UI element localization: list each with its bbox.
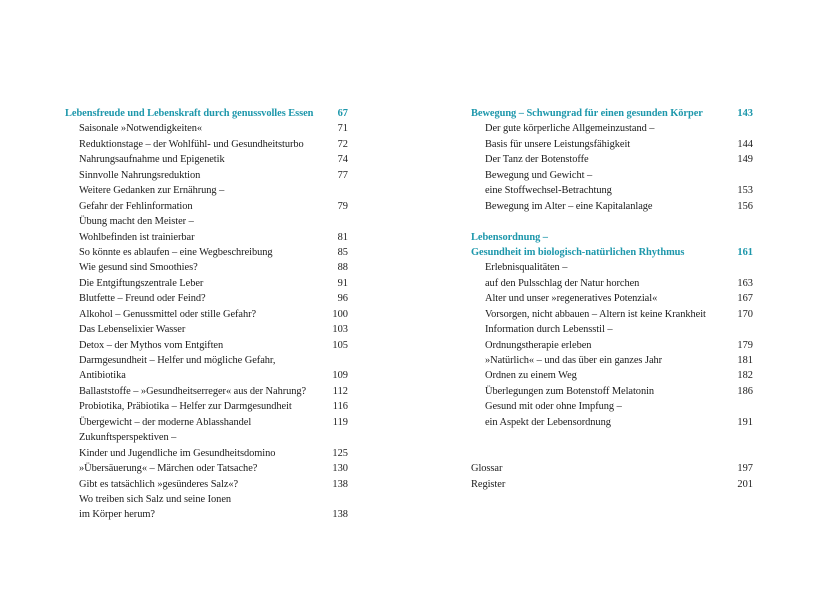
toc-entry[interactable] [471,276,753,291]
toc-page-number: 167 [737,293,753,305]
toc-page-number: 77 [337,169,348,181]
toc-entry-title: Bewegung – Schwungrad für einen gesunden Körper [471,108,703,119]
toc-entry[interactable] [65,230,348,245]
toc-page-number: 125 [332,447,348,459]
toc-entry-title: Lebensordnung – [471,231,548,243]
toc-entry[interactable] [471,399,753,414]
toc-entry-title: Alter und unser »regeneratives Potenzial« [485,293,658,305]
toc-entry[interactable] [471,199,753,214]
toc-entry-title: Glossar [471,463,503,475]
toc-entry-title: Gesund mit oder ohne Impfung – [485,401,622,413]
toc-entry[interactable] [65,492,348,507]
toc-entry-title: So könnte es ablaufen – eine Wegbeschreibung [79,246,273,258]
toc-entry-title: »Natürlich« – und das über ein ganzes Jahr [485,355,663,366]
toc-entry-title: Gefahr der Fehlinformation [79,200,193,212]
toc-entry-title: Wo treiben sich Salz und seine Ionen [79,493,232,505]
toc-column-right [471,106,753,492]
toc-entry-title: Ballaststoffe – »Gesundheitserreger« aus der Nahrung? [79,385,307,397]
toc-entry-title: im Körper herum? [79,509,155,521]
toc-entry[interactable] [471,338,753,353]
toc-entry[interactable] [65,137,348,152]
toc-entry-title: ein Aspekt der Lebensordnung [485,416,611,428]
toc-entry[interactable] [65,415,348,430]
toc-page-number: 138 [332,509,348,521]
toc-entry[interactable] [471,307,753,322]
toc-page-number: 170 [737,308,753,320]
toc-page-number: 119 [332,416,348,428]
toc-page-number: 182 [737,370,753,382]
toc-page-number: 74 [337,154,348,166]
toc-page-number: 138 [332,478,348,490]
toc-entry-title: Wie gesund sind Smoothies? [79,262,198,274]
toc-page-number: 116 [332,401,348,413]
toc-entry-title: Übergewicht – der moderne Ablasshandel [79,416,252,428]
toc-page-number: 88 [337,262,348,274]
toc-entry[interactable] [471,322,753,337]
toc-page-number: 112 [332,385,348,397]
toc-entry-title: Detox – der Mythos vom Entgiften [79,339,224,351]
toc-entry[interactable] [65,199,348,214]
section-spacer [471,430,753,445]
toc-entry-title: Darmgesundheit – Helfer und mögliche Gefahr, [79,355,276,366]
toc-entry-title: Blutfette – Freund oder Feind? [79,293,206,305]
toc-entry-title: Bewegung im Alter – eine Kapitalanlage [485,200,653,212]
toc-page-number: 130 [332,463,348,475]
toc-entry[interactable] [471,291,753,306]
toc-entry[interactable] [471,137,753,152]
section-spacer [471,446,753,461]
toc-page-number: 156 [737,200,753,212]
toc-entry-title: Register [471,478,506,490]
toc-page-number: 91 [337,277,348,289]
toc-page-number: 67 [337,108,348,119]
toc-entry[interactable] [65,446,348,461]
toc-entry-title: Weitere Gedanken zur Ernährung – [79,185,225,197]
toc-entry[interactable] [65,353,348,368]
toc-page-number: 149 [737,154,753,166]
toc-entry[interactable] [65,214,348,229]
toc-page-number: 144 [737,138,753,150]
toc-section-heading[interactable] [471,230,753,245]
toc-entry[interactable] [65,384,348,399]
toc-entry[interactable] [471,353,753,368]
toc-entry[interactable] [65,168,348,183]
toc-entry[interactable] [65,183,348,198]
toc-entry-title: Zukunftsperspektiven – [79,432,177,444]
toc-entry-title: »Übersäuerung« – Märchen oder Tatsache? [79,463,258,475]
toc-entry[interactable] [65,338,348,353]
toc-entry-title: auf den Pulsschlag der Natur horchen [485,277,640,289]
toc-entry[interactable] [471,384,753,399]
toc-page-number: 103 [332,324,348,336]
toc-column-left [65,106,348,523]
toc-entry[interactable] [65,368,348,383]
toc-entry[interactable] [65,477,348,492]
toc-page-number: 161 [737,246,753,258]
toc-entry-title: eine Stoffwechsel-Betrachtung [485,185,612,197]
toc-entry[interactable] [65,507,348,522]
toc-entry[interactable] [65,152,348,167]
toc-entry[interactable] [471,152,753,167]
toc-entry[interactable] [65,430,348,445]
toc-entry-title: Ordnungstherapie erleben [485,339,592,351]
toc-page-number: 186 [737,385,753,397]
toc-entry-title: Überlegungen zum Botenstoff Melatonin [485,385,655,397]
toc-page-number: 81 [337,231,348,243]
toc-entry[interactable] [471,183,753,198]
toc-entry[interactable] [65,121,348,136]
section-spacer [471,214,753,229]
toc-section-heading[interactable] [65,106,348,121]
toc-entry[interactable] [65,276,348,291]
toc-entry[interactable] [65,245,348,260]
toc-entry-title: Antibiotika [79,370,126,382]
toc-entry[interactable] [471,260,753,275]
toc-entry-title: Ordnen zu einem Weg [485,370,577,382]
toc-entry[interactable] [471,368,753,383]
toc-entry-title: Alkohol – Genussmittel oder stille Gefahr? [79,308,257,320]
toc-entry[interactable] [65,260,348,275]
toc-entry-title: Wohlbefinden ist trainierbar [79,231,195,243]
toc-entry-title: Reduktionstage – der Wohlfühl- und Gesundheitsturbo [79,138,304,150]
toc-entry-title: Kinder und Jugendliche im Gesundheitsdomino [79,447,276,459]
toc-entry[interactable] [65,322,348,337]
toc-page-number: 79 [337,200,348,212]
toc-entry[interactable] [65,291,348,306]
toc-page-number: 85 [337,246,348,258]
toc-entry-title: Der Tanz der Botenstoffe [485,154,589,166]
toc-entry[interactable] [471,415,753,430]
toc-entry-title: Erlebnisqualitäten – [485,262,568,274]
toc-entry-title: Gesundheit im biologisch-natürlichen Rhythmus [471,246,685,258]
toc-entry-title: Gibt es tatsächlich »gesünderes Salz«? [79,478,239,490]
toc-page-number: 201 [737,478,753,490]
toc-entry-title: Probiotika, Präbiotika – Helfer zur Darmgesundheit [79,401,292,413]
toc-entry-title: Saisonale »Notwendigkeiten« [79,123,203,135]
toc-entry-title: Lebensfreude und Lebenskraft durch genussvolles Essen [65,108,314,119]
toc-entry-title: Der gute körperliche Allgemeinzustand – [485,123,655,135]
toc-entry-title: Bewegung und Gewicht – [485,169,593,181]
toc-page-number: 179 [737,339,753,351]
toc-page-number: 109 [332,370,348,382]
toc-section-heading[interactable] [471,106,753,121]
toc-entry-title: Information durch Lebensstil – [485,324,613,336]
toc-entry-title: Nahrungsaufnahme und Epigenetik [79,154,225,166]
toc-page-number: 191 [737,416,753,428]
toc-entry-title: Die Entgiftungszentrale Leber [79,277,204,289]
toc-page-number: 163 [737,277,753,289]
toc-page-number: 181 [737,355,753,366]
toc-entry-title: Übung macht den Meister – [79,216,194,228]
toc-page-number: 143 [737,108,753,119]
toc-page-number: 153 [737,185,753,197]
toc-page-number: 197 [737,463,753,475]
toc-entry-title: Vorsorgen, nicht abbauen – Altern ist keine Krankheit [485,308,706,320]
toc-page-number: 71 [337,123,348,135]
toc-page-number: 96 [337,293,348,305]
toc-entry-title: Das Lebenselixier Wasser [79,324,186,336]
toc-entry[interactable] [471,461,753,476]
toc-page-number: 72 [337,138,348,150]
toc-entry[interactable] [65,307,348,322]
toc-page-number: 105 [332,339,348,351]
toc-entry[interactable] [471,477,753,492]
toc-entry-title: Sinnvolle Nahrungsreduktion [79,169,201,181]
toc-section-heading[interactable] [471,245,753,260]
toc-page-number: 100 [332,308,348,320]
toc-entry[interactable] [471,121,753,136]
toc-entry[interactable] [65,461,348,476]
toc-entry[interactable] [471,168,753,183]
toc-entry-title: Basis für unsere Leistungsfähigkeit [485,138,631,150]
toc-entry[interactable] [65,399,348,414]
